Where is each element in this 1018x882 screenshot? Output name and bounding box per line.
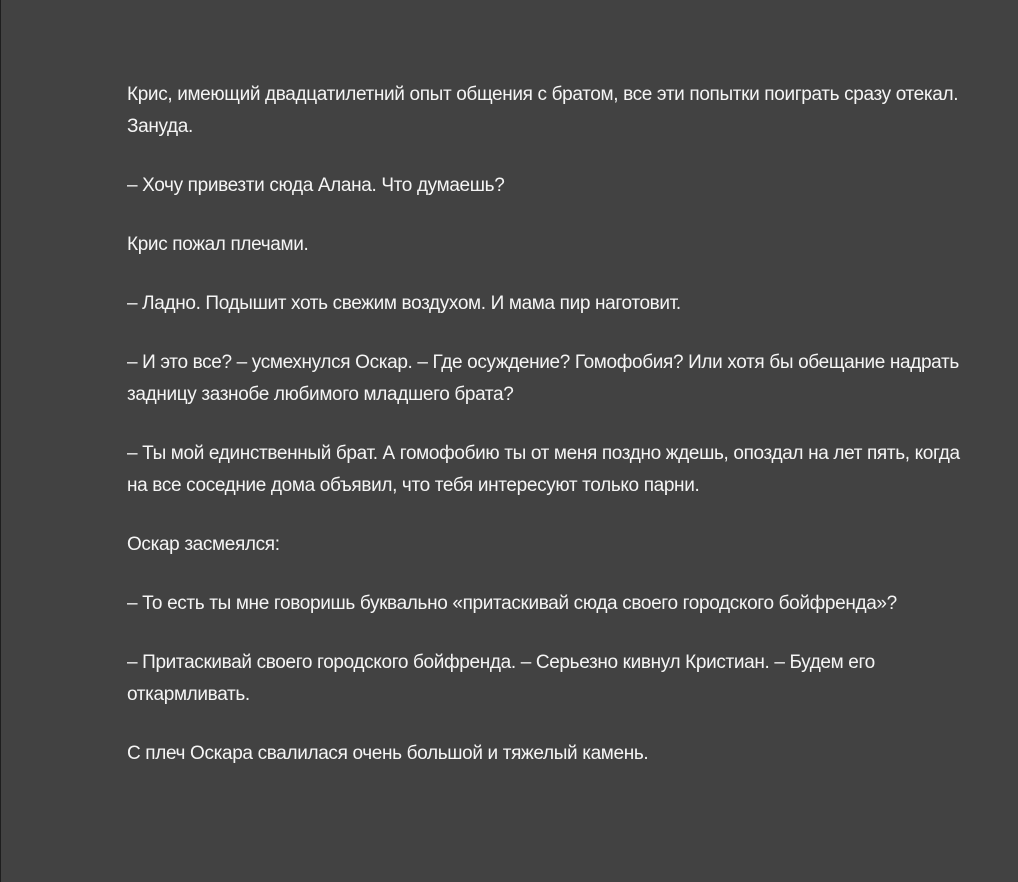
paragraph: – Хочу привезти сюда Алана. Что думаешь?	[127, 175, 505, 196]
paragraph: Крис, имеющий двадцатилетний опыт общения с братом, все эти попытки поиграть сразу отекал. Зануда.	[127, 84, 959, 137]
paragraph: – Ты мой единственный брат. А гомофобию ты от меня поздно ждешь, опоздал на лет пять, когда на все соседние дома объявил, что тебя интересуют только парни.	[127, 443, 960, 496]
paragraph: – Притаскивай своего городского бойфренда. – Серьезно кивнул Кристиан. – Будем его откармливать.	[127, 652, 875, 705]
paragraph: Оскар засмеялся:	[127, 534, 280, 555]
paragraph: – Ладно. Подышит хоть свежим воздухом. И мама пир наготовит.	[127, 293, 681, 314]
paragraph: Крис пожал плечами.	[127, 234, 309, 255]
paragraph: – И это все? – усмехнулся Оскар. – Где осуждение? Гомофобия? Или хотя бы обещание надрать задницу зазнобе любимого младшего брата?	[127, 352, 959, 405]
reader-text	[127, 79, 967, 797]
paragraph: – То есть ты мне говоришь буквально «притаскивай сюда своего городского бойфренда»?	[127, 593, 897, 614]
paragraph: С плеч Оскара свалилася очень большой и тяжелый камень.	[127, 743, 649, 764]
